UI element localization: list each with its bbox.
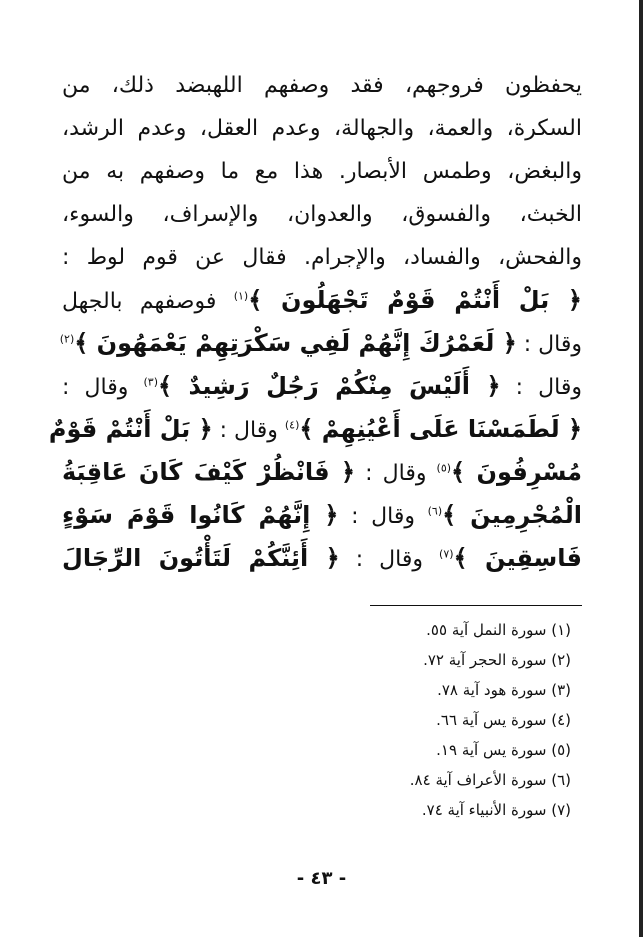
verse-line	[59, 322, 582, 365]
footnote: (٣) سورة هود آية ٧٨.	[437, 681, 571, 699]
footnote: (٢) سورة الحجر آية ٧٢.	[423, 651, 571, 669]
verse-lines	[48, 279, 583, 580]
quran-verse: ﴿ أَئِنَّكُمْ لَتَأْتُونَ الرِّجَالَ	[62, 544, 340, 572]
quran-verse: الْمُجْرِمِينَ ﴾	[442, 501, 582, 529]
footnote: (٧) سورة الأنبياء آية ٧٤.	[421, 801, 571, 819]
quran-verse: ﴿ بَلْ أَنْتُمْ قَوْمٌ تَجْهَلُونَ ﴾	[248, 286, 582, 314]
verse-line	[62, 451, 582, 494]
footnote-marker: (٥)	[436, 461, 452, 475]
quran-verse: ﴿ إِنَّهُمْ كَانُوا قَوْمَ سَوْءٍ	[62, 501, 339, 529]
body-run: وقال :	[500, 375, 583, 400]
footnote: (١) سورة النمل آية ٥٥.	[426, 621, 571, 639]
footnote-marker: (١)	[233, 289, 249, 303]
footnote-marker: (٢)	[59, 332, 75, 346]
page-number: - ٤٣ -	[296, 868, 347, 889]
verse-line	[62, 494, 582, 537]
footnote-marker: (٦)	[427, 504, 443, 518]
footnotes	[271, 615, 571, 825]
footnote: (٦) سورة الأعراف آية ٨٤.	[409, 771, 571, 789]
verse-line	[48, 408, 582, 451]
footnote: (٥) سورة يس آية ١٩.	[436, 741, 571, 759]
verse-line	[62, 365, 582, 408]
verse-line	[62, 279, 582, 322]
body-run: وقال :	[355, 461, 437, 486]
body-line: الخبث، والفسوق، والعدوان، والإسراف، والسوء،	[62, 202, 582, 227]
quran-verse: ﴿ أَلَيْسَ مِنْكُمْ رَجُلٌ رَشِيدٌ ﴾	[158, 372, 501, 400]
body-run: وقال :	[62, 375, 144, 400]
body-run: وقال :	[338, 504, 428, 529]
quran-verse: مُسْرِفُونَ ﴾	[451, 458, 582, 486]
footnote-separator	[370, 605, 582, 606]
body-line: والبغض، وطمس الأبصار. هذا مع ما وصفهم به من	[62, 159, 582, 184]
quran-verse: ﴿ لَعَمْرُكَ إِنَّهُمْ لَفِي سَكْرَتِهِمْ يَعْمَهُونَ ﴾	[74, 329, 517, 357]
quran-verse: ﴿ فَانْظُرْ كَيْفَ كَانَ عَاقِبَةُ	[62, 458, 356, 486]
body-run: وقال :	[212, 418, 285, 443]
body-run: فوصفهم بالجهل	[62, 289, 234, 314]
quran-verse: فَاسِقِينَ ﴾	[453, 544, 582, 572]
body-run: وقال :	[516, 332, 582, 357]
body-line: والفحش، والفساد، والإجرام. فقال عن قوم لوط :	[62, 245, 582, 270]
footnote: (٤) سورة يس آية ٦٦.	[436, 711, 571, 729]
body-line: يحفظون فروجهم، فقد وصفهم اللهبضد ذلك، من	[62, 73, 582, 98]
body-line: السكرة، والعمة، والجهالة، وعدم العقل، وعدم الرشد،	[62, 116, 582, 141]
footnote-marker: (٣)	[143, 375, 158, 389]
quran-verse: ﴿ بَلْ أَنْتُمْ قَوْمٌ	[48, 415, 213, 443]
quran-verse: ﴿ لَطَمَسْنَا عَلَى أَعْيُنِهِمْ ﴾	[299, 415, 582, 443]
footnote-marker: (٧)	[439, 547, 454, 561]
footnote-marker: (٤)	[284, 418, 300, 432]
verse-line	[62, 537, 582, 580]
body-run: وقال :	[339, 547, 440, 572]
body-text	[48, 64, 583, 580]
